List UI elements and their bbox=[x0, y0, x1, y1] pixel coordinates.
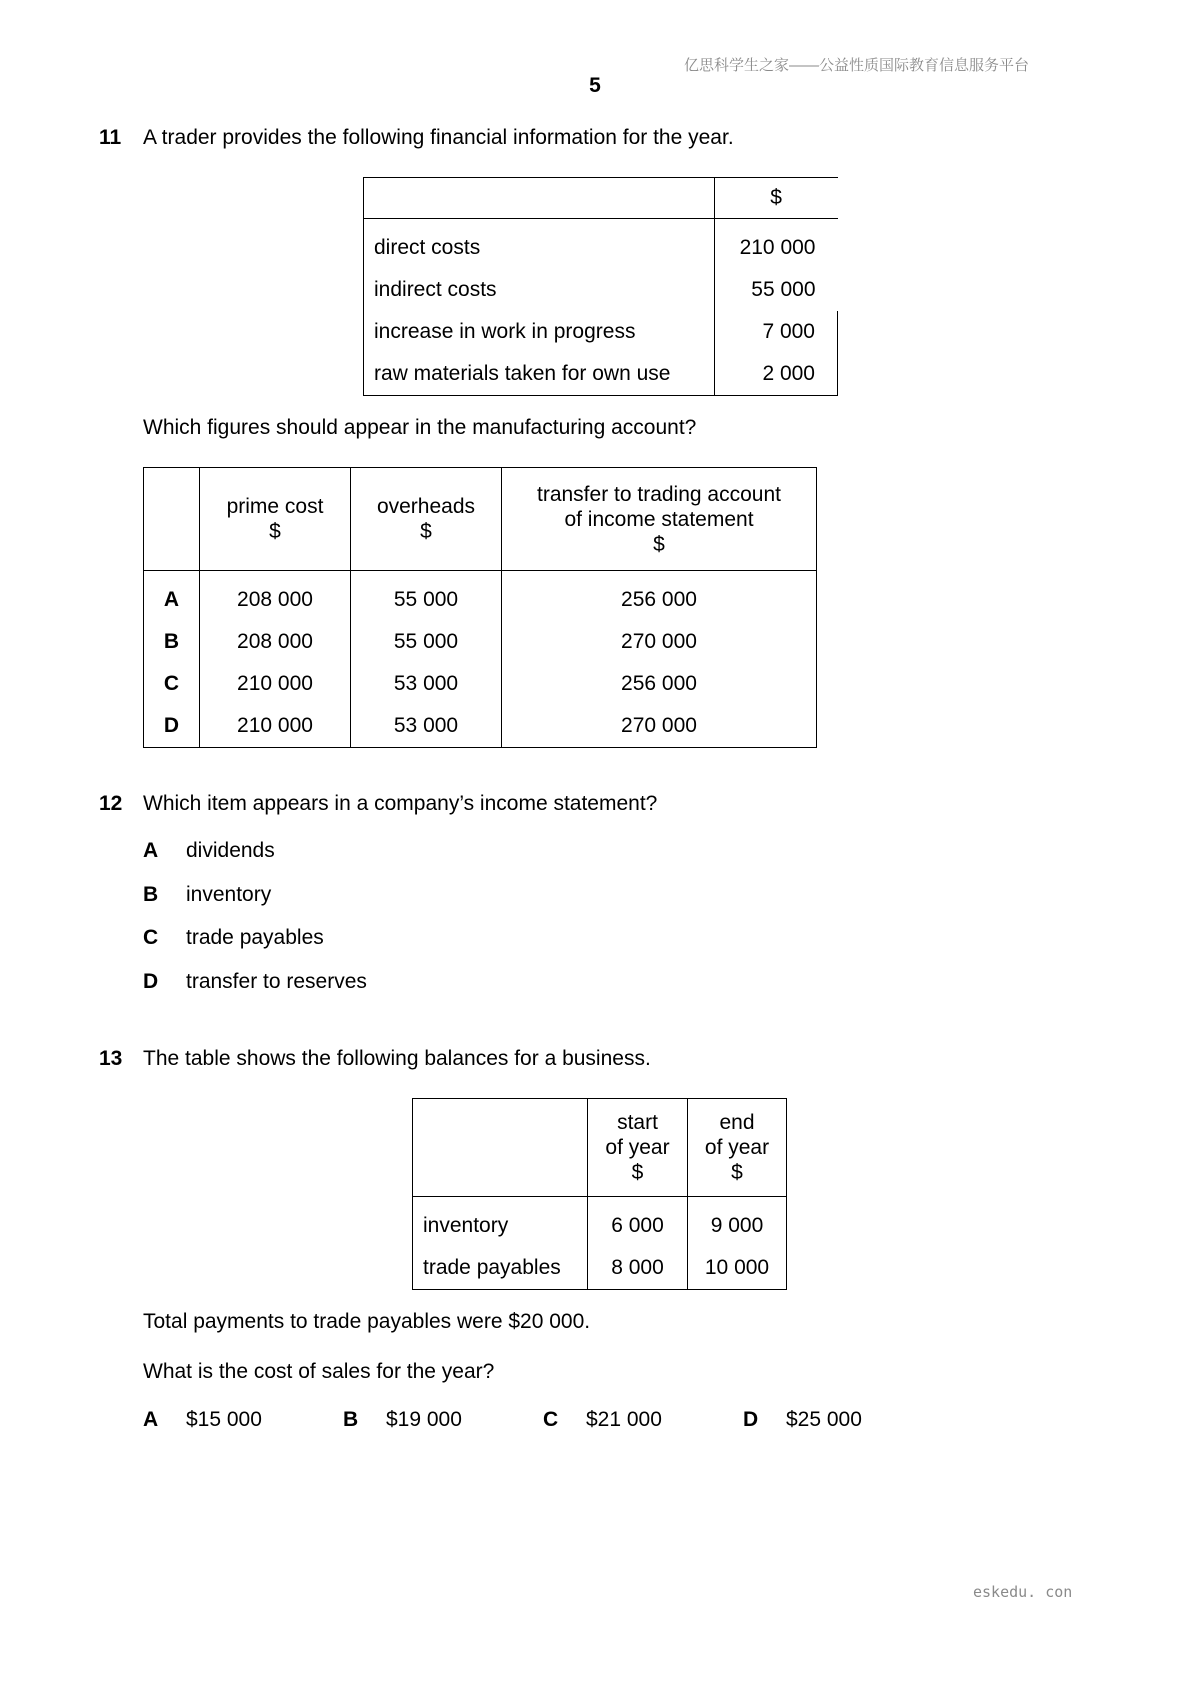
header-blank bbox=[413, 1099, 588, 1197]
overheads-cell: 53 000 bbox=[351, 663, 502, 705]
header-line: $ bbox=[653, 532, 665, 556]
header-line: start bbox=[617, 1111, 658, 1134]
transfer-cell: 270 000 bbox=[502, 705, 817, 748]
header-line: prime cost bbox=[226, 495, 324, 518]
header-line: of income statement bbox=[564, 507, 754, 531]
header-line: end bbox=[719, 1111, 755, 1134]
option-a[interactable]: dividends bbox=[186, 839, 275, 862]
option-row-c[interactable] bbox=[144, 663, 817, 705]
overheads-cell: 55 000 bbox=[351, 571, 502, 622]
option-d[interactable]: transfer to reserves bbox=[186, 970, 367, 993]
question-text: A trader provides the following financial information for the year. bbox=[143, 126, 734, 149]
option-letter: A bbox=[143, 839, 159, 862]
table-row bbox=[364, 353, 838, 396]
table-header-currency: $ bbox=[714, 178, 837, 219]
question-text: The table shows the following balances for a business. bbox=[143, 1047, 651, 1070]
header-transfer bbox=[502, 468, 817, 571]
end-value: 10 000 bbox=[688, 1247, 787, 1290]
question-prompt: Which figures should appear in the manufacturing account? bbox=[143, 416, 697, 439]
row-label: direct costs bbox=[364, 219, 715, 270]
header-end-of-year bbox=[688, 1099, 787, 1197]
answer-options-table bbox=[143, 467, 817, 748]
header-line: $ bbox=[631, 1161, 644, 1184]
overheads-cell: 55 000 bbox=[351, 621, 502, 663]
row-label: raw materials taken for own use bbox=[364, 353, 715, 396]
prime-cost-cell: 208 000 bbox=[200, 621, 351, 663]
question-text: Which item appears in a company’s income statement? bbox=[143, 792, 658, 815]
option-b[interactable]: inventory bbox=[186, 883, 272, 906]
transfer-cell: 270 000 bbox=[502, 621, 817, 663]
option-row-b[interactable] bbox=[144, 621, 817, 663]
option-letter: A bbox=[163, 588, 180, 611]
header-line: $ bbox=[420, 520, 432, 543]
table-row bbox=[364, 269, 838, 311]
table-row bbox=[413, 1247, 787, 1290]
row-label: indirect costs bbox=[364, 269, 715, 311]
overheads-cell: 53 000 bbox=[351, 705, 502, 748]
option-c[interactable]: $21 000 bbox=[586, 1408, 662, 1431]
row-label: trade payables bbox=[423, 1256, 561, 1279]
prime-cost-cell: 210 000 bbox=[200, 663, 351, 705]
page-number: 5 bbox=[589, 74, 601, 97]
transfer-cell: 256 000 bbox=[502, 663, 817, 705]
statement-text: Total payments to trade payables were $20 000. bbox=[143, 1310, 591, 1333]
option-b[interactable]: $19 000 bbox=[386, 1408, 462, 1431]
option-row-d[interactable] bbox=[144, 705, 817, 748]
financial-info-table bbox=[363, 177, 838, 396]
header-line: of year bbox=[704, 1136, 770, 1159]
question-number: 12 bbox=[99, 792, 123, 815]
header-line: transfer to trading account bbox=[537, 482, 781, 506]
option-letter: D bbox=[163, 714, 180, 737]
end-value: 9 000 bbox=[688, 1197, 787, 1248]
table-row bbox=[364, 311, 838, 353]
header-line: $ bbox=[269, 520, 281, 543]
header-line: overheads bbox=[376, 495, 476, 518]
row-value: 2 000 bbox=[714, 353, 837, 396]
option-d[interactable]: $25 000 bbox=[786, 1408, 862, 1431]
option-letter: B bbox=[343, 1408, 359, 1431]
start-value: 8 000 bbox=[588, 1247, 688, 1290]
header-line: of year bbox=[605, 1136, 670, 1159]
header-start-of-year bbox=[588, 1099, 688, 1197]
header-overheads bbox=[351, 468, 502, 571]
header-site-text: 亿思科学生之家——公益性质国际教育信息服务平台 bbox=[684, 57, 1030, 74]
option-letter: B bbox=[163, 630, 180, 653]
option-letter: A bbox=[143, 1408, 159, 1431]
option-letter: C bbox=[163, 672, 180, 695]
question-number: 11 bbox=[99, 126, 122, 149]
row-label: increase in work in progress bbox=[364, 311, 715, 353]
option-a[interactable]: $15 000 bbox=[186, 1408, 262, 1431]
option-row-a[interactable] bbox=[144, 571, 817, 622]
question-prompt: What is the cost of sales for the year? bbox=[143, 1360, 495, 1383]
option-letter: D bbox=[143, 970, 159, 993]
option-c[interactable]: trade payables bbox=[186, 926, 324, 949]
option-letter: C bbox=[543, 1408, 559, 1431]
table-row bbox=[413, 1197, 787, 1248]
question-number: 13 bbox=[99, 1047, 123, 1070]
option-letter: B bbox=[143, 883, 159, 906]
table-header-blank bbox=[364, 178, 715, 219]
prime-cost-cell: 210 000 bbox=[200, 705, 351, 748]
row-value: 210 000 bbox=[739, 236, 816, 259]
transfer-cell: 256 000 bbox=[502, 571, 817, 622]
balances-table bbox=[412, 1098, 787, 1290]
row-value: 55 000 bbox=[751, 278, 816, 301]
header-letter-blank bbox=[144, 468, 200, 571]
header-prime-cost bbox=[200, 468, 351, 571]
start-value: 6 000 bbox=[588, 1197, 688, 1248]
footer-site: eskedu. con bbox=[973, 1583, 1073, 1601]
prime-cost-cell: 208 000 bbox=[200, 571, 351, 622]
row-value: 7 000 bbox=[714, 311, 837, 353]
option-letter: D bbox=[743, 1408, 759, 1431]
header-line: $ bbox=[731, 1161, 743, 1184]
option-letter: C bbox=[143, 926, 159, 949]
row-label: inventory bbox=[423, 1214, 509, 1237]
table-row bbox=[364, 219, 838, 270]
